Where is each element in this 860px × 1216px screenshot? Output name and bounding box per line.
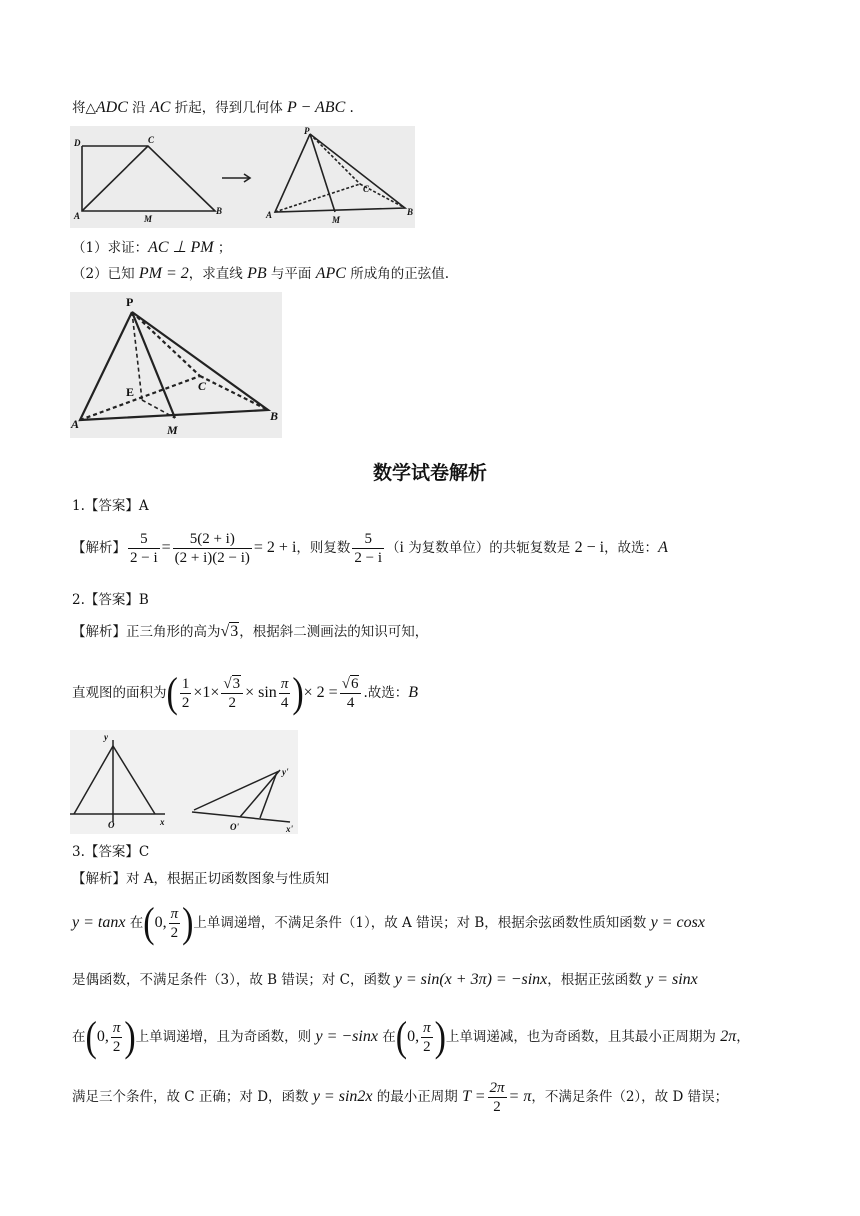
answer-3-line-2 — [72, 900, 705, 946]
label-c: C — [148, 135, 155, 145]
answer-2-header: 2.【答案】B — [72, 592, 149, 608]
denominator: 2 − i — [354, 550, 383, 566]
label-x-prime: x' — [286, 824, 294, 834]
label-a: A — [71, 417, 80, 431]
analysis-label: 【解析】 — [72, 540, 126, 556]
label-x: x — [160, 817, 165, 827]
period-value: = π — [508, 1088, 532, 1105]
text: ，根据斜二测画法的知识可知， — [239, 624, 429, 640]
imag-unit: i — [399, 539, 404, 556]
answer-3-header: 3.【答案】C — [72, 844, 150, 860]
paren-open: ( — [166, 669, 178, 716]
intro-text: 将△ — [72, 100, 96, 116]
label-d: D — [74, 138, 81, 148]
denominator: (2 + i)(2 − i) — [174, 550, 250, 566]
label-m: M — [167, 423, 178, 437]
sin-shift-func: y = sin(x + 3π) = −sinx — [394, 971, 548, 988]
intro-text: 沿 — [127, 100, 150, 116]
segment-ac: AC — [149, 99, 171, 116]
label-m: M — [332, 215, 341, 225]
label-a: A — [74, 211, 81, 221]
text: ， — [736, 1029, 750, 1045]
numerator: π — [280, 676, 289, 692]
text: 是偶函数，不满足条件（3），故 B 错误；对 C，函数 — [72, 972, 395, 988]
text: 在 — [125, 915, 144, 931]
text: （ — [386, 540, 400, 556]
figure-tetra — [70, 292, 282, 438]
period: 2π — [720, 1028, 737, 1045]
numerator: √3 — [221, 675, 243, 694]
fraction — [279, 675, 291, 712]
times-equals: × 2 = — [303, 684, 338, 701]
text: ，则复数 — [296, 540, 351, 556]
interval-start: 0, — [96, 1028, 109, 1045]
paren-open: ( — [85, 1013, 97, 1060]
times: ×1× — [193, 684, 220, 701]
figure-fold — [70, 126, 415, 228]
text: .故选： — [363, 685, 409, 701]
text: 上单调递增，不满足条件（1），故 A 错误；对 B，根据余弦函数性质知函数 — [193, 915, 651, 931]
answer-3-line-1: 【解析】对 A，根据正切函数图象与性质知 — [72, 871, 330, 887]
intro-text: . — [345, 100, 354, 116]
figure-oblique-drawing — [70, 730, 298, 834]
sin-func: y = sinx — [646, 971, 698, 988]
label-b: B — [407, 207, 414, 217]
label-y: y — [104, 732, 108, 742]
figure-oblique — [70, 730, 298, 834]
text: 满足三个条件，故 C 正确；对 D，函数 — [72, 1089, 313, 1105]
tan-func: y = tanx — [72, 914, 126, 931]
text: ，故选： — [604, 540, 659, 556]
question-2 — [72, 264, 449, 284]
paren-close: ) — [124, 1013, 136, 1060]
denominator: 2 — [170, 925, 179, 941]
label-o-prime: O' — [230, 822, 239, 832]
text: 【解析】正三角形的高为 — [72, 624, 221, 640]
result: = 2 + i — [253, 539, 297, 556]
answer-2-line-1 — [72, 620, 428, 644]
cos-func: y = cosx — [650, 914, 705, 931]
numerator: 1 — [181, 676, 190, 692]
intro-text: 折起，得到几何体 — [170, 100, 288, 116]
numerator: 5 — [128, 530, 160, 549]
q2-label: （2）已知 — [72, 266, 139, 282]
label-b: B — [216, 206, 223, 216]
numerator: 2π — [489, 1080, 505, 1096]
numerator: √6 — [340, 675, 362, 694]
denominator: 4 — [346, 695, 355, 711]
text: 上单调递增，且为奇函数，则 — [135, 1029, 316, 1045]
label-e: E — [126, 385, 135, 399]
fraction — [173, 530, 252, 567]
answer-3-line-4 — [72, 1014, 750, 1060]
fraction — [488, 1079, 507, 1116]
label-c: C — [363, 184, 370, 194]
label-a: A — [266, 210, 273, 220]
label-p: P — [304, 126, 310, 136]
answer-2-line-2 — [72, 668, 418, 718]
question-1 — [72, 238, 231, 258]
denominator: 2 — [112, 1039, 121, 1055]
label-b: B — [270, 409, 279, 423]
numerator: π — [112, 1020, 121, 1036]
sqrt-3: √3 — [220, 623, 239, 640]
text: ，根据正弦函数 — [547, 972, 647, 988]
q1-label: （1）求证： — [72, 240, 149, 256]
page-title: 数学试卷解析 — [372, 462, 487, 484]
neg-sin-func: y = −sinx — [315, 1028, 378, 1045]
denominator: 4 — [280, 695, 289, 711]
text: 在 — [72, 1029, 86, 1045]
q2-text: ，求直线 — [188, 266, 248, 282]
answer-1-header: 1.【答案】A — [72, 498, 149, 514]
interval-start: 0, — [407, 1028, 420, 1045]
answer-3-line-3 — [72, 970, 698, 990]
paren-open: ( — [143, 899, 155, 946]
fraction — [340, 675, 362, 712]
plane-apc: APC — [315, 265, 346, 282]
numerator: 5 — [352, 530, 384, 549]
fraction — [180, 675, 192, 712]
paren-close: ) — [182, 899, 194, 946]
answer-3-line-5 — [72, 1074, 728, 1120]
radicand: 3 — [232, 676, 241, 692]
choice: A — [658, 539, 668, 556]
fraction — [128, 530, 160, 567]
q1-end: ； — [213, 240, 232, 256]
q1-expr: AC ⊥ PM — [148, 239, 214, 256]
numerator: π — [170, 906, 179, 922]
interval-start: 0, — [154, 914, 167, 931]
text: 在 — [377, 1029, 396, 1045]
triangle-adc: ADC — [95, 99, 128, 116]
text: 直观图的面积为 — [72, 685, 167, 701]
radicand: 3 — [230, 623, 239, 640]
label-c: C — [198, 379, 207, 393]
text: 为复数单位）的共轭复数是 — [404, 540, 575, 556]
label-p: P — [126, 295, 134, 309]
figure-fold-drawing — [70, 126, 415, 228]
problem-intro — [72, 98, 354, 118]
radicand: 6 — [350, 676, 359, 692]
choice: B — [408, 684, 419, 701]
q2-text: 所成角的正弦值. — [345, 266, 450, 282]
label-y-prime: y' — [282, 767, 289, 777]
label-m: M — [144, 214, 153, 224]
q2-expr: PM = 2 — [138, 265, 189, 282]
paren-close: ) — [292, 669, 304, 716]
denominator: 2 — [423, 1039, 431, 1055]
denominator: 2 − i — [130, 550, 158, 566]
fraction — [221, 675, 243, 712]
label-o: O — [108, 820, 115, 830]
paren-close: ) — [434, 1013, 446, 1060]
text: 上单调递减，也为奇函数，且其最小正周期为 — [445, 1029, 721, 1045]
fraction — [421, 1019, 433, 1056]
denominator: 2 — [228, 695, 236, 711]
fraction — [169, 905, 181, 942]
paren-open: ( — [395, 1013, 408, 1060]
period-label: T = — [462, 1088, 486, 1105]
numerator: 5(2 + i) — [173, 530, 252, 549]
fraction — [111, 1019, 123, 1056]
times-sin: × sin — [245, 684, 277, 701]
line-pb: PB — [247, 265, 267, 282]
text: ，不满足条件（2），故 D 错误； — [531, 1089, 729, 1105]
text: 的最小正周期 — [372, 1089, 463, 1105]
figure-tetra-drawing — [70, 292, 282, 438]
numerator: π — [423, 1020, 431, 1036]
solid-pabc: P − ABC — [287, 99, 346, 116]
denominator: 2 — [181, 695, 190, 711]
q2-text: 与平面 — [266, 266, 316, 282]
sin2x-func: y = sin2x — [312, 1088, 373, 1105]
conjugate: 2 − i — [574, 539, 605, 556]
equals: = — [161, 539, 171, 556]
denominator: 2 — [493, 1099, 501, 1115]
fraction — [352, 530, 384, 567]
answer-1-analysis — [72, 528, 668, 568]
